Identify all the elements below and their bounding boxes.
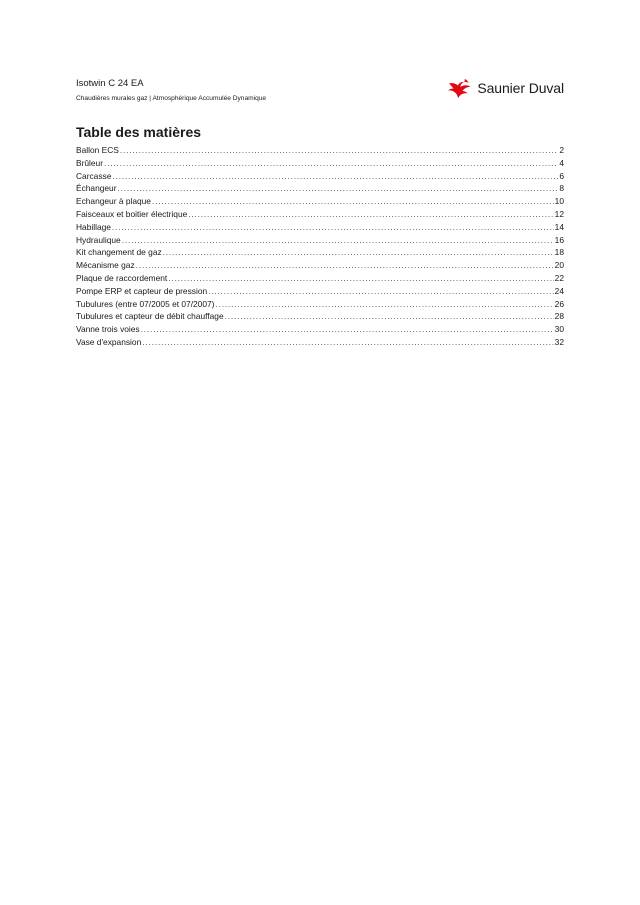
toc-entry-page-number[interactable]: 12 [554,208,564,219]
toc-dot-leader [120,144,559,157]
toc-list [76,144,564,349]
toc-entry-page-number[interactable]: 22 [554,272,564,283]
toc-entry-page-number[interactable]: 26 [554,298,564,309]
toc-entry[interactable] [76,221,564,234]
toc-dot-leader [152,195,554,208]
toc-entry-label[interactable]: Vase d'expansion [76,336,142,347]
toc-entry[interactable] [76,157,564,170]
toc-entry[interactable] [76,310,564,323]
toc-entry[interactable] [76,259,564,272]
toc-dot-leader [163,246,554,259]
toc-dot-leader [122,234,554,247]
toc-entry[interactable] [76,144,564,157]
toc-dot-leader [112,221,554,234]
toc-dot-leader [215,298,553,311]
toc-entry-label[interactable]: Pompe ERP et capteur de pression [76,285,208,296]
toc-dot-leader [112,170,558,183]
toc-entry[interactable] [76,272,564,285]
toc-entry-page-number[interactable]: 14 [554,221,564,232]
toc-entry[interactable] [76,182,564,195]
toc-dot-leader [104,157,558,170]
toc-entry-label[interactable]: Plaque de raccordement [76,272,168,283]
toc-dot-leader [142,336,553,349]
toc-entry-page-number[interactable]: 10 [554,196,564,207]
brand-name: Saunier Duval [477,80,564,96]
toc-entry-page-number[interactable]: 28 [554,311,564,322]
toc-entry-page-number[interactable]: 16 [554,234,564,245]
toc-entry[interactable] [76,208,564,221]
toc-entry[interactable] [76,170,564,183]
toc-entry-page-number[interactable]: 30 [554,324,564,335]
toc-entry-label[interactable]: Ballon ECS [76,145,119,155]
toc-entry-page-number[interactable]: 32 [554,336,564,347]
toc-entry-label[interactable]: Habillage [76,221,111,232]
toc-entry-label[interactable]: Tubulures et capteur de débit chauffage [76,311,224,322]
saunier-duval-flame-logo-icon [448,79,472,98]
toc-dot-leader [188,208,553,221]
toc-entry-label[interactable]: Tubulures (entre 07/2005 et 07/2007) [76,298,215,309]
toc-dot-leader [225,310,554,323]
table-of-contents [76,124,564,349]
toc-entry-label[interactable]: Brûleur [76,157,103,168]
toc-entry-label[interactable]: Faisceaux et boitier électrique [76,208,188,219]
toc-entry[interactable] [76,195,564,208]
toc-dot-leader [208,285,554,298]
toc-entry-page-number[interactable]: 4 [559,157,564,168]
toc-entry-label[interactable]: Echangeur à plaque [76,196,151,207]
toc-entry[interactable] [76,246,564,259]
toc-dot-leader [141,323,554,336]
document-subtitle: Chaudières murales gaz | Atmosphérique Accumulée Dynamique [76,95,267,102]
toc-dot-leader [118,182,559,195]
toc-entry-page-number[interactable]: 18 [554,247,564,258]
toc-dot-leader [136,259,554,272]
toc-entry-label[interactable]: Échangeur [76,183,117,194]
toc-entry-label[interactable]: Hydraulique [76,234,121,245]
toc-dot-leader [168,272,553,285]
toc-entry[interactable] [76,234,564,247]
toc-entry-label[interactable]: Mécanisme gaz [76,260,135,271]
toc-entry-page-number[interactable]: 8 [559,183,564,194]
toc-entry-label[interactable]: Kit changement de gaz [76,247,162,258]
brand-logo [448,78,564,98]
toc-entry-page-number[interactable]: 24 [554,285,564,296]
toc-entry-label[interactable]: Vanne trois voies [76,324,140,335]
toc-entry[interactable] [76,298,564,311]
toc-entry-page-number[interactable]: 2 [559,145,564,155]
toc-heading: Table des matières [76,124,202,140]
page-header [76,78,564,108]
toc-entry-label[interactable]: Carcasse [76,170,112,181]
document-title: Isotwin C 24 EA [76,78,144,89]
toc-entry-page-number[interactable]: 20 [554,260,564,271]
toc-entry-page-number[interactable]: 6 [559,170,564,181]
toc-entry[interactable] [76,285,564,298]
toc-entry[interactable] [76,323,564,336]
toc-entry[interactable] [76,336,564,349]
